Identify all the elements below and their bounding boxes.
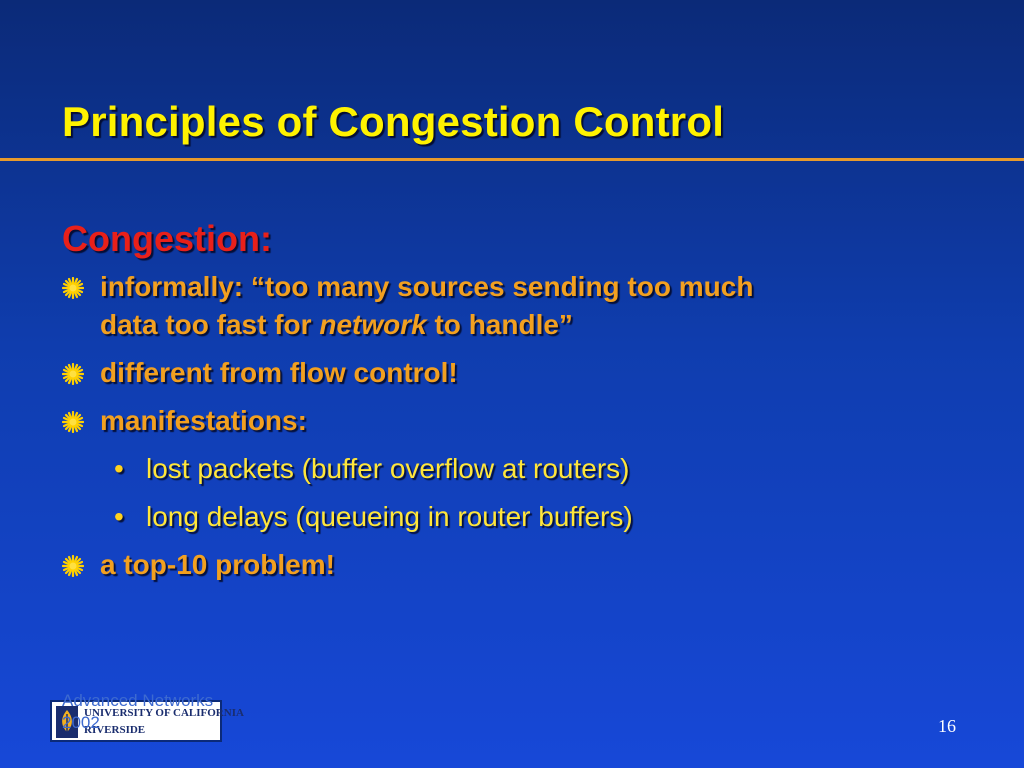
sub-bullet-text: lost packets (buffer overflow at routers): [146, 453, 630, 484]
sub-bullet-dot-icon: •: [114, 501, 124, 532]
title-divider: [0, 158, 1024, 161]
sub-bullet-dot-icon: •: [114, 453, 124, 484]
course-footer: [62, 690, 262, 734]
logo-text-line2: RIVERSIDE: [84, 724, 146, 736]
bullet-text: manifestations:: [100, 405, 307, 436]
section-heading: Congestion:: [62, 218, 272, 259]
slide-title: Principles of Congestion Control: [62, 98, 725, 145]
logo-text-line1: UNIVERSITY OF CALIFORNIA: [84, 707, 244, 719]
bullet-item: [62, 402, 962, 440]
bullet-item: [62, 546, 962, 584]
course-year: 2002: [62, 713, 100, 732]
sub-bullet-item: [62, 450, 962, 488]
sub-bullet-group: [62, 450, 962, 536]
bullet-text-line2-end: to handle”: [426, 309, 573, 340]
burst-bullet-icon: [62, 555, 84, 577]
sub-bullet-text: long delays (queueing in router buffers): [146, 501, 633, 532]
bullet-item: [62, 354, 962, 392]
burst-bullet-icon: [62, 411, 84, 433]
burst-bullet-icon: [62, 363, 84, 385]
bullet-text-emphasis: network: [319, 309, 427, 340]
bullet-text: a top-10 problem!: [100, 549, 335, 580]
bullet-list: [62, 268, 962, 594]
course-name: Advanced Networks: [62, 691, 214, 710]
bullet-text: different from flow control!: [100, 357, 458, 388]
bullet-text-line1: informally: “too many sources sending too much: [100, 271, 754, 302]
burst-bullet-icon: [62, 277, 84, 299]
sub-bullet-list: [62, 450, 962, 536]
bullet-text-line2-start: data too fast for: [100, 309, 320, 340]
bullet-item: [62, 268, 962, 344]
page-number: 16: [938, 716, 956, 736]
sub-bullet-item: [62, 498, 962, 536]
